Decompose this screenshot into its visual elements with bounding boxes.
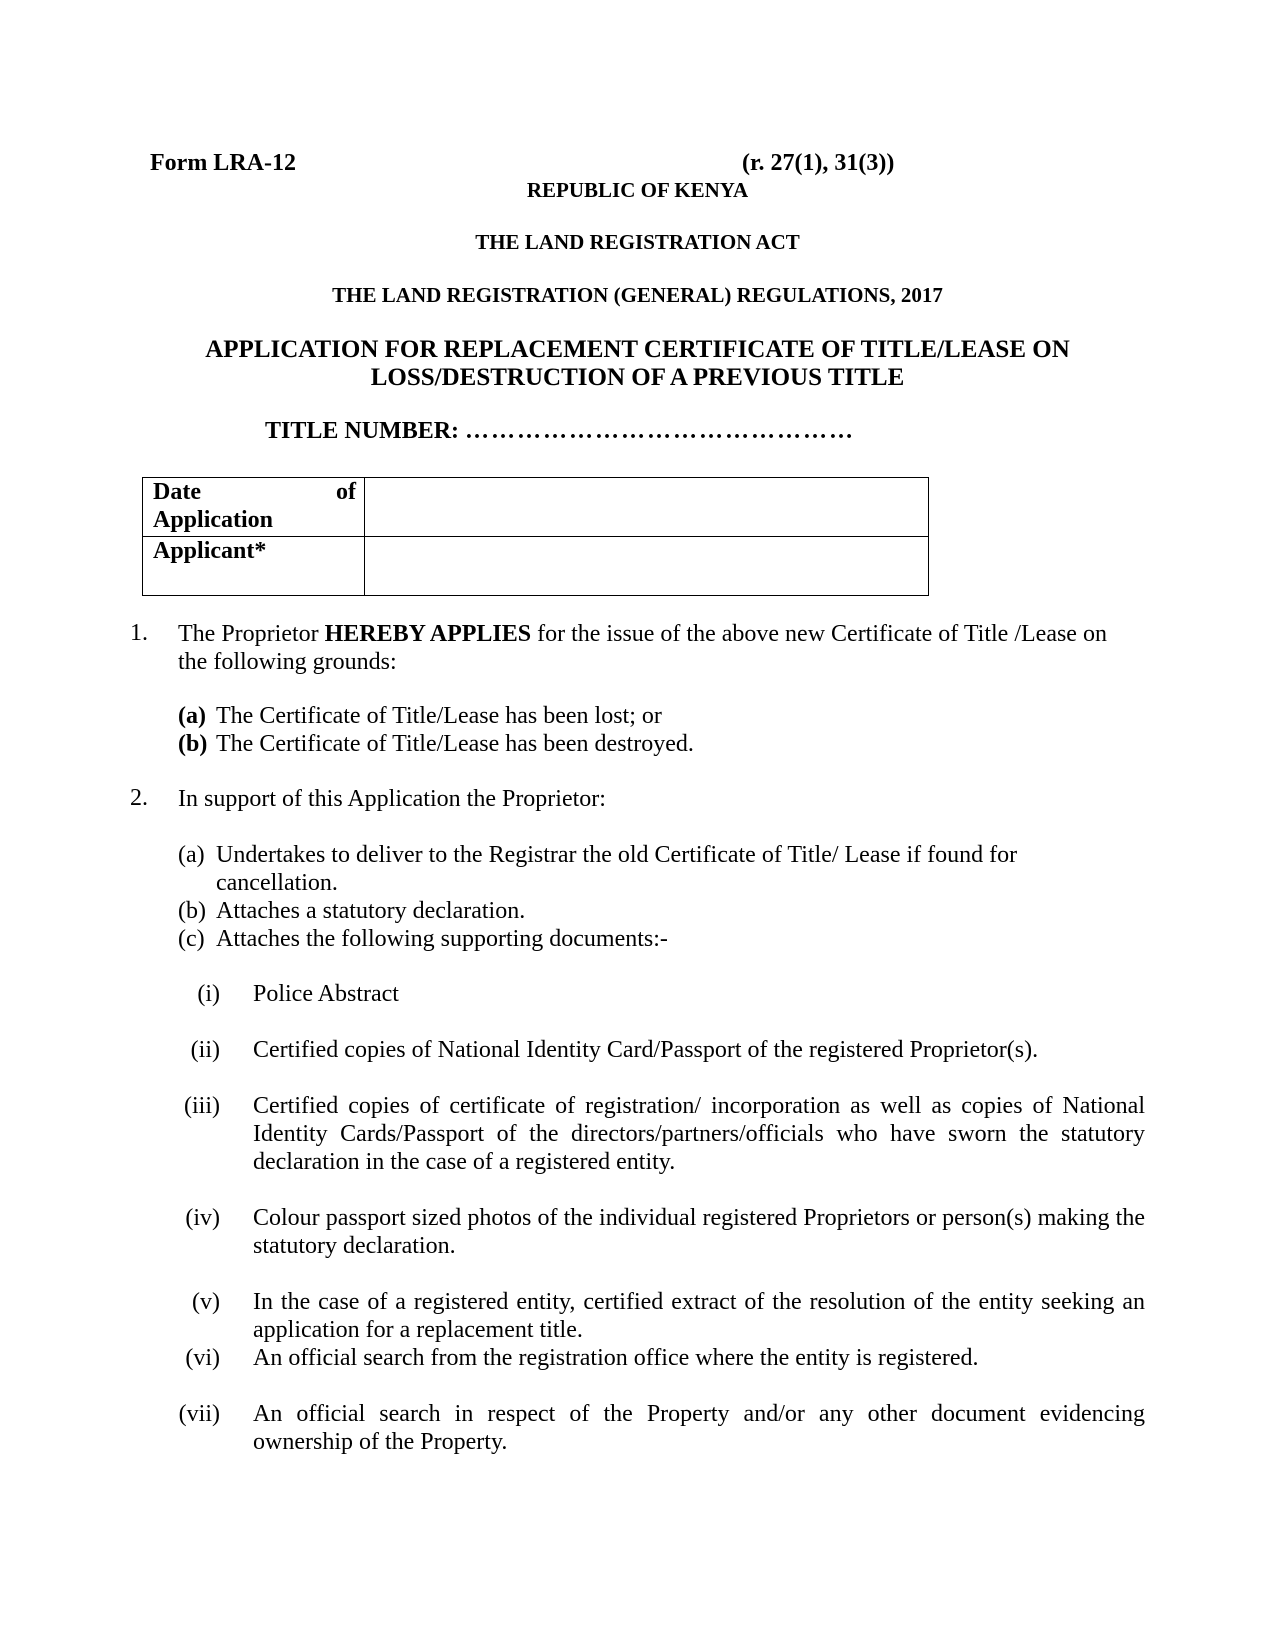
ground-a-text: The Certificate of Title/Lease has been lost; or	[216, 703, 662, 729]
section-1-number: 1.	[130, 620, 148, 646]
support-a-text-cont: cancellation.	[216, 870, 338, 896]
support-a-text: Undertakes to deliver to the Registrar the old Certificate of Title/ Lease if found for	[216, 842, 1018, 868]
application-details-table	[142, 477, 929, 596]
date-label-cell	[143, 478, 365, 537]
support-c-text: Attaches the following supporting documents:-	[216, 926, 668, 952]
document-numeral: (vi)	[185, 1345, 220, 1371]
date-label-of: of	[336, 479, 356, 505]
date-label-application: Application	[153, 507, 274, 533]
support-c	[178, 925, 668, 953]
document-numeral: (i)	[197, 981, 220, 1007]
applicant-label: Applicant*	[143, 537, 365, 596]
section-2-number: 2.	[130, 785, 148, 811]
form-id: Form LRA-12	[150, 150, 296, 176]
document-numeral: (ii)	[190, 1037, 220, 1063]
support-c-marker: (c)	[178, 926, 205, 952]
ground-a	[178, 702, 662, 730]
ground-b	[178, 730, 694, 758]
title-number-label: TITLE NUMBER:	[265, 418, 460, 444]
title-number-line	[265, 418, 855, 445]
date-of-application-field[interactable]	[365, 478, 929, 537]
regulations-heading: THE LAND REGISTRATION (GENERAL) REGULATIONS, 2017	[332, 283, 943, 307]
section-2-text: In support of this Application the Proprietor:	[178, 786, 606, 812]
republic-heading: REPUBLIC OF KENYA	[526, 178, 749, 202]
document-numeral: (vii)	[178, 1401, 220, 1427]
support-b-text: Attaches a statutory declaration.	[216, 898, 526, 924]
ground-b-text: The Certificate of Title/Lease has been destroyed.	[216, 731, 694, 757]
application-title-line1: APPLICATION FOR REPLACEMENT CERTIFICATE OF TITLE/LEASE ON	[205, 336, 1070, 363]
document-numeral: (iii)	[184, 1093, 220, 1119]
support-b-marker: (b)	[178, 898, 206, 924]
document-text: In the case of a registered entity, certified extract of the resolution of the entity seeking an application for a replacement title.	[253, 1289, 1145, 1343]
document-text: Colour passport sized photos of the individual registered Proprietors or person(s) making the statutory declaration.	[253, 1205, 1145, 1259]
support-b	[178, 897, 525, 925]
rule-reference: (r. 27(1), 31(3))	[742, 150, 895, 176]
title-number-field[interactable]: ………………………………………	[465, 418, 856, 444]
application-title	[150, 336, 1125, 392]
support-a	[178, 841, 1017, 897]
document-text: Certified copies of certificate of registration/ incorporation as well as copies of National Identity Cards/Passport of the directors/partners/officials who have sworn the statutory declaration in the case of a registered entity.	[253, 1093, 1145, 1175]
application-title-line2: LOSS/DESTRUCTION OF A PREVIOUS TITLE	[370, 364, 905, 391]
document-numeral: (v)	[192, 1289, 220, 1315]
document-text: An official search from the registration office where the entity is registered.	[253, 1345, 979, 1371]
hereby-applies: HEREBY APPLIES	[324, 621, 532, 647]
date-label-word: Date	[153, 479, 201, 505]
applicant-row	[143, 537, 929, 596]
section-1-text: The Proprietor HEREBY APPLIES for the issue of the above new Certificate of Title /Lease on the following grounds:	[178, 621, 1107, 675]
ground-a-marker: (a)	[178, 703, 206, 729]
ground-b-marker: (b)	[178, 731, 208, 757]
applicant-field[interactable]	[365, 537, 929, 596]
act-heading: THE LAND REGISTRATION ACT	[475, 230, 800, 254]
document-text: An official search in respect of the Property and/or any other document evidencing ownership of the Property.	[253, 1401, 1145, 1455]
document-text: Police Abstract	[253, 981, 399, 1007]
document-text: Certified copies of National Identity Card/Passport of the registered Proprietor(s).	[253, 1037, 1039, 1063]
date-row	[143, 478, 929, 537]
document-numeral: (iv)	[185, 1205, 220, 1231]
support-a-marker: (a)	[178, 842, 205, 868]
